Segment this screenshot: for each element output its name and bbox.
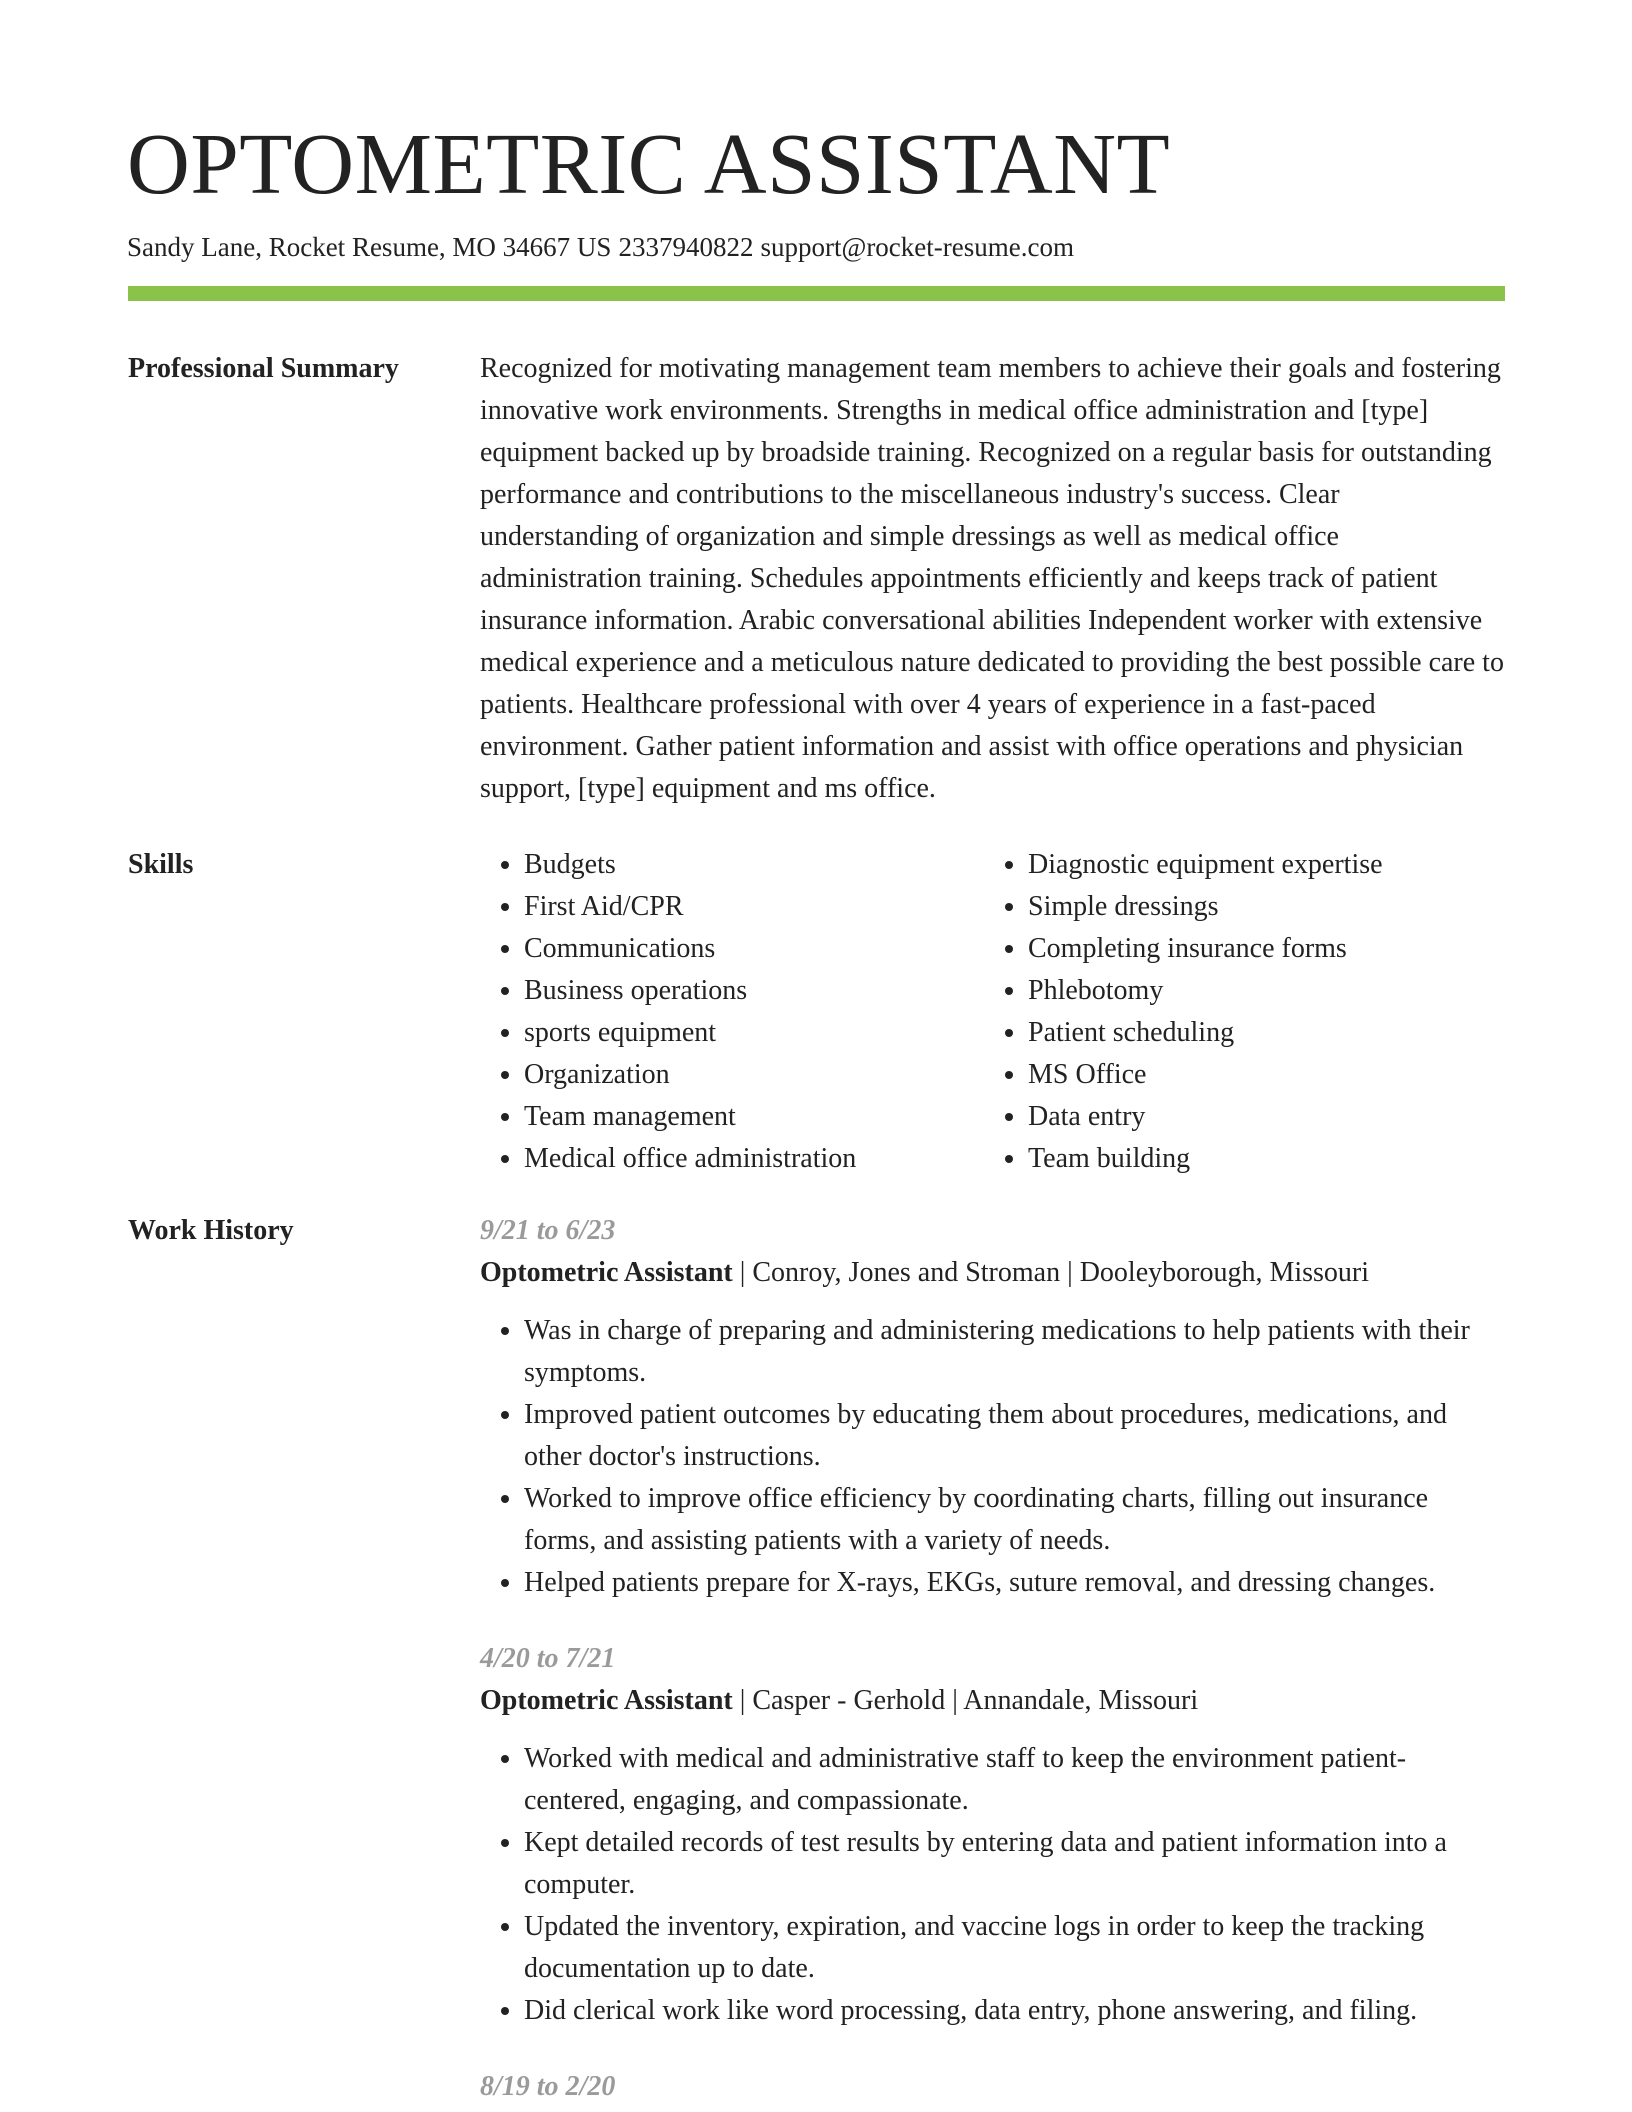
job-company: Conroy, Jones and Stroman (752, 1257, 1061, 1288)
separator: | (739, 1685, 753, 1716)
job-bullet: • Kept detailed records of test results by entering data and patient information into a computer. (524, 1822, 1505, 1906)
skill-item: • First Aid/CPR (524, 886, 984, 928)
job-title: Optometric Assistant (480, 1257, 733, 1288)
separator: | (952, 1685, 964, 1716)
section-skills (128, 844, 1505, 1180)
job-dates: 4/20 to 7/21 (480, 1643, 616, 1674)
separator: | (739, 1257, 753, 1288)
contact-line (127, 231, 1505, 263)
skill-item: • Medical office administration (524, 1138, 984, 1180)
job-title: Optometric Assistant (480, 1685, 733, 1716)
section-professional-summary (128, 348, 1505, 810)
skill-item: • Communications (524, 928, 984, 970)
job-company: Casper - Gerhold (752, 1685, 946, 1716)
skill-item: • Phlebotomy (1028, 970, 1505, 1012)
job-entry (480, 1638, 1505, 2032)
skills-body (480, 844, 1505, 1180)
resume-title: OPTOMETRIC ASSISTANT (127, 115, 1171, 212)
job-heading (480, 1680, 1505, 1722)
skill-item: • Business operations (524, 970, 984, 1012)
skill-item: • MS Office (1028, 1054, 1505, 1096)
job-bullet: • Did clerical work like word processing, data entry, phone answering, and filing. (524, 1990, 1505, 2032)
skills-list-left (480, 844, 984, 1180)
job-dates: 9/21 to 6/23 (480, 1215, 616, 1246)
resume-header (127, 115, 1505, 264)
work-body (480, 1210, 1505, 2108)
skill-item: • Data entry (1028, 1096, 1505, 1138)
resume-content (128, 348, 1505, 2108)
skill-item: • Completing insurance forms (1028, 928, 1505, 970)
skill-item: • Diagnostic equipment expertise (1028, 844, 1505, 886)
job-location: Dooleyborough, Missouri (1079, 1257, 1370, 1288)
section-label-skills: Skills (128, 849, 194, 880)
skill-item: • Organization (524, 1054, 984, 1096)
summary-text: Recognized for motivating management team members to achieve their goals and fostering innovative work environments. Strengths in medical office administration and [type] equipment backed up by broadside training. Recognized on a regular basis for outstanding performance and contributions to the miscellaneous industry's success. Clear understanding of organization and simple dressings as well as medical office administration training. Schedules appointments efficiently and keeps track of patient insurance information. Arabic conversational abilities Independent worker with extensive medical experience and a meticulous nature dedicated to providing the best possible care to patients. Healthcare professional with over 4 years of experience in a fast-paced environment. Gather patient information and assist with office operations and physician support, [type] equipment and ms office. (480, 353, 1504, 804)
skill-item: • Patient scheduling (1028, 1012, 1505, 1054)
job-bullets (480, 1310, 1505, 1604)
job-entry (480, 1210, 1505, 1604)
skill-item: • Team building (1028, 1138, 1505, 1180)
contact-email: support@rocket-resume.com (760, 232, 1074, 263)
job-bullets (480, 1738, 1505, 2032)
summary-body (480, 348, 1505, 810)
accent-divider (128, 286, 1505, 301)
skills-list-right (984, 844, 1505, 1180)
contact-phone: 2337940822 (618, 232, 754, 263)
section-work-history (128, 1210, 1505, 2108)
section-label-work: Work History (128, 1215, 294, 1246)
job-dates: 8/19 to 2/20 (480, 2071, 616, 2102)
job-bullet: • Worked with medical and administrative staff to keep the environment patient-centered, engaging, and compassionate. (524, 1738, 1505, 1822)
job-bullet: • Worked to improve office efficiency by coordinating charts, filling out insurance forms, and assisting patients with a variety of needs. (524, 1478, 1505, 1562)
job-bullet: • Helped patients prepare for X-rays, EKGs, suture removal, and dressing changes. (524, 1562, 1505, 1604)
skill-item: • sports equipment (524, 1012, 984, 1054)
job-location: Annandale, Missouri (963, 1685, 1199, 1716)
job-bullet: • Improved patient outcomes by educating them about procedures, medications, and other doctor's instructions. (524, 1394, 1505, 1478)
job-bullet: • Updated the inventory, expiration, and vaccine logs in order to keep the tracking documentation up to date. (524, 1906, 1505, 1990)
separator: | (1067, 1257, 1080, 1288)
skills-columns (480, 844, 1505, 1180)
job-entry (480, 2066, 1505, 2108)
section-label-summary: Professional Summary (128, 353, 399, 384)
skill-item: • Simple dressings (1028, 886, 1505, 928)
skill-item: • Team management (524, 1096, 984, 1138)
job-bullet: • Was in charge of preparing and administering medications to help patients with their symptoms. (524, 1310, 1505, 1394)
skill-item: • Budgets (524, 844, 984, 886)
contact-address: Sandy Lane, Rocket Resume, MO 34667 US (127, 232, 612, 263)
job-heading (480, 1252, 1505, 1294)
